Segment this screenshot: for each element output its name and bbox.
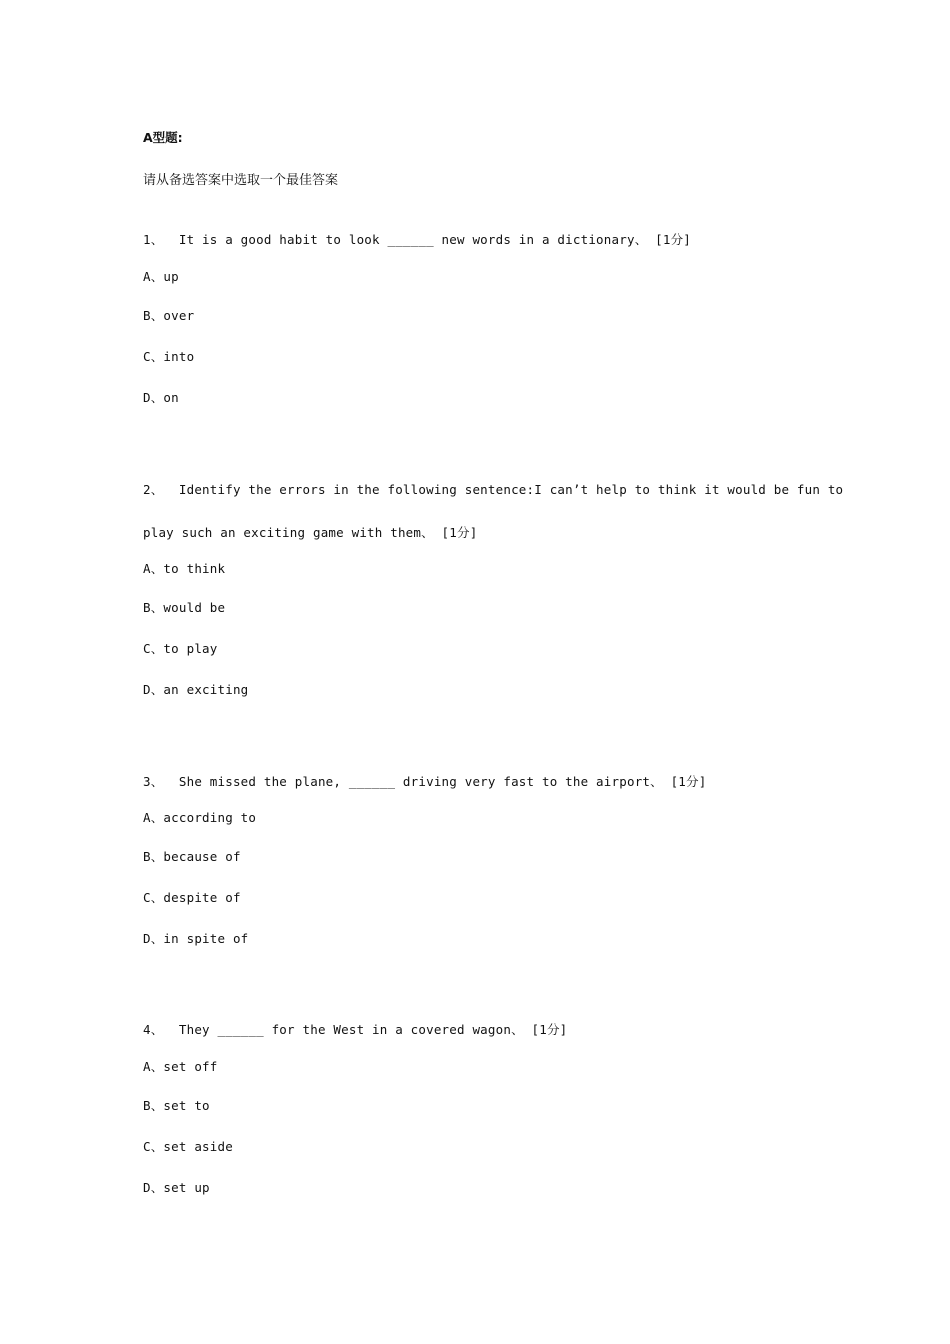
question-1-stem: 1、 It is a good habit to look ______ new words in a dictionary、 [1分] bbox=[143, 232, 691, 247]
question-3-option-d[interactable]: D、in spite of bbox=[143, 931, 249, 946]
question-2-stem-line-1: 2、 Identify the errors in the following sentence:I can’t help to think it would be fun to bbox=[143, 482, 844, 497]
question-3-stem: 3、 She missed the plane, ______ driving very fast to the airport、 [1分] bbox=[143, 774, 707, 789]
question-3-option-b[interactable]: B、because of bbox=[143, 849, 241, 864]
question-4-stem: 4、 They ______ for the West in a covered wagon、 [1分] bbox=[143, 1022, 568, 1037]
question-3-option-c[interactable]: C、despite of bbox=[143, 890, 241, 905]
question-2-option-a[interactable]: A、to think bbox=[143, 561, 226, 576]
question-4-option-d[interactable]: D、set up bbox=[143, 1180, 210, 1195]
question-2-option-c[interactable]: C、to play bbox=[143, 641, 218, 656]
question-2-option-b[interactable]: B、would be bbox=[143, 600, 226, 615]
question-2-option-d[interactable]: D、an exciting bbox=[143, 682, 249, 697]
question-4-option-c[interactable]: C、set aside bbox=[143, 1139, 233, 1154]
question-1-option-c[interactable]: C、into bbox=[143, 349, 195, 364]
question-3-option-a[interactable]: A、according to bbox=[143, 810, 257, 825]
section-title: A型题: bbox=[143, 130, 183, 145]
question-1-option-b[interactable]: B、over bbox=[143, 308, 195, 323]
section-instruction: 请从备选答案中选取一个最佳答案 bbox=[143, 173, 339, 188]
question-4-option-a[interactable]: A、set off bbox=[143, 1059, 218, 1074]
question-1-option-d[interactable]: D、on bbox=[143, 390, 179, 405]
question-1-option-a[interactable]: A、up bbox=[143, 269, 179, 284]
question-2-stem-line-2: play such an exciting game with them、 [1分] bbox=[143, 525, 478, 540]
question-4-option-b[interactable]: B、set to bbox=[143, 1098, 210, 1113]
